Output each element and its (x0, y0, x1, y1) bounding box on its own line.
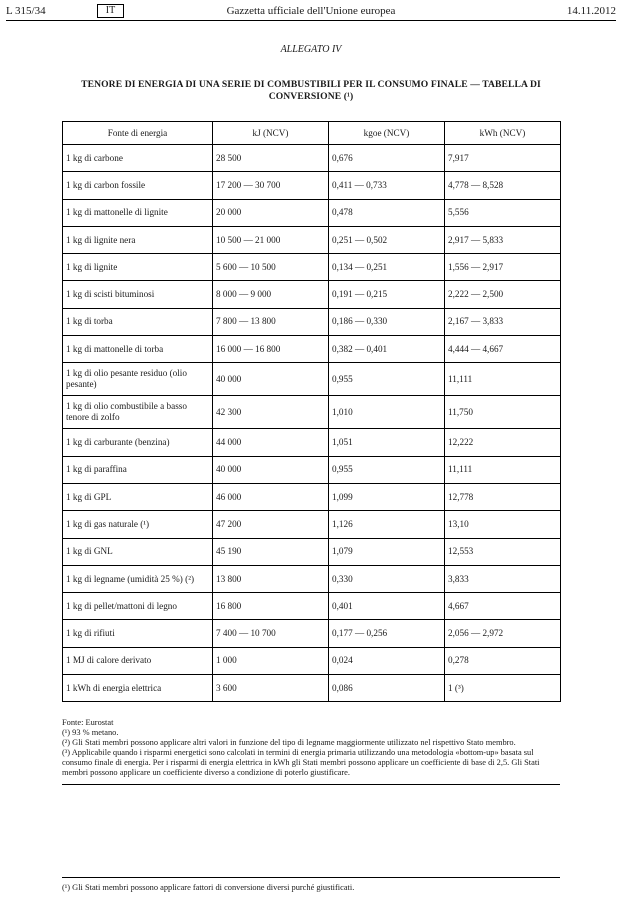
note-1: (¹) 93 % metano. (62, 728, 119, 737)
column-header: Fonte di energia (63, 122, 213, 145)
table-cell: 0,478 (329, 199, 445, 226)
table-cell: 0,955 (329, 456, 445, 483)
table-cell: 44 000 (213, 429, 329, 456)
table-cell: 0,086 (329, 675, 445, 702)
table-cell: 47 200 (213, 511, 329, 538)
table-cell: 3 600 (213, 675, 329, 702)
table-cell: 2,222 — 2,500 (445, 281, 561, 308)
column-header: kWh (NCV) (445, 122, 561, 145)
table-cell: 0,382 — 0,401 (329, 336, 445, 363)
note-2: (²) Gli Stati membri possono applicare altri valori in funzione del tipo di legname maggiormente utilizzato nel rispettivo Stato membro. (62, 738, 516, 747)
table-cell: 7 800 — 13 800 (213, 308, 329, 335)
table-cell: 1 kg di lignite nera (63, 226, 213, 253)
table-cell: 1 kg di olio pesante residuo (olio pesante) (63, 363, 213, 396)
table-cell: 0,401 (329, 593, 445, 620)
table-cell: 1 kg di legname (umidità 25 %) (²) (63, 565, 213, 592)
table-cell: 7,917 (445, 145, 561, 172)
table-cell: 16 000 — 16 800 (213, 336, 329, 363)
table-cell: 0,676 (329, 145, 445, 172)
table-cell: 16 800 (213, 593, 329, 620)
table-cell: 3,833 (445, 565, 561, 592)
table-row (63, 363, 561, 396)
table-cell: 45 190 (213, 538, 329, 565)
table-cell: 1,079 (329, 538, 445, 565)
table-cell: 28 500 (213, 145, 329, 172)
table-cell: 1,099 (329, 483, 445, 510)
notes-divider (62, 778, 560, 785)
table-cell: 40 000 (213, 363, 329, 396)
table-cell: 11,111 (445, 456, 561, 483)
page-footnote: (¹) Gli Stati membri possono applicare fattori di conversione diversi purché giustificati. (62, 877, 560, 893)
table-cell: 0,251 — 0,502 (329, 226, 445, 253)
table-cell: 1 kg di carbon fossile (63, 172, 213, 199)
table-row (63, 199, 561, 226)
table-cell: 1 kg di pellet/mattoni di legno (63, 593, 213, 620)
table-cell: 0,177 — 0,256 (329, 620, 445, 647)
column-header: kJ (NCV) (213, 122, 329, 145)
column-header: kgoe (NCV) (329, 122, 445, 145)
table-cell: 17 200 — 30 700 (213, 172, 329, 199)
table-cell: 10 500 — 21 000 (213, 226, 329, 253)
table-cell: 1 kg di GPL (63, 483, 213, 510)
table-cell: 20 000 (213, 199, 329, 226)
table-cell: 4,778 — 8,528 (445, 172, 561, 199)
table-cell: 0,186 — 0,330 (329, 308, 445, 335)
table-cell: 13,10 (445, 511, 561, 538)
table-cell: 0,134 — 0,251 (329, 254, 445, 281)
table-cell: 12,553 (445, 538, 561, 565)
note-3: (³) Applicabile quando i risparmi energetici sono calcolati in termini di energia primaria utilizzando una metodologia «bottom-up» basata sul consumo finale di energia. Per i risparmi di energia elettrica in kWh gli Stati membri possono applicare un coefficiente di base di 2,5. Gli Stati membri possono applicare un coefficiente diverso a condizione di poterlo giustificare. (62, 748, 540, 777)
table-cell: 42 300 (213, 396, 329, 429)
table-cell: 13 800 (213, 565, 329, 592)
table-row (63, 675, 561, 702)
table-cell: 1 kg di scisti bituminosi (63, 281, 213, 308)
table-cell: 11,750 (445, 396, 561, 429)
table-cell: 0,955 (329, 363, 445, 396)
table-row (63, 429, 561, 456)
publication-date: 14.11.2012 (566, 5, 616, 17)
annex-label: ALLEGATO IV (280, 44, 342, 55)
table-cell: 12,778 (445, 483, 561, 510)
table-header-row (63, 122, 561, 145)
table-row (63, 336, 561, 363)
table-cell: 5,556 (445, 199, 561, 226)
table-cell: 1 (³) (445, 675, 561, 702)
table-row (63, 226, 561, 253)
journal-title: Gazzetta ufficiale dell'Unione europea (226, 5, 396, 17)
table-row (63, 254, 561, 281)
table-cell: 1 kg di mattonelle di lignite (63, 199, 213, 226)
document-title: TENORE DI ENERGIA DI UNA SERIE DI COMBUSTIBILI PER IL CONSUMO FINALE — TABELLA DI CONVERSIONE (¹) (81, 79, 541, 102)
table-cell: 1 000 (213, 647, 329, 674)
table-cell: 1,051 (329, 429, 445, 456)
table-cell: 4,667 (445, 593, 561, 620)
table-cell: 1,010 (329, 396, 445, 429)
table-row (63, 620, 561, 647)
table-cell: 1 MJ di calore derivato (63, 647, 213, 674)
table-cell: 1,556 — 2,917 (445, 254, 561, 281)
source-note: Fonte: Eurostat (62, 718, 114, 727)
table-cell: 0,024 (329, 647, 445, 674)
table-cell: 40 000 (213, 456, 329, 483)
table-row (63, 308, 561, 335)
table-cell: 1 kg di mattonelle di torba (63, 336, 213, 363)
table-cell: 1 kg di GNL (63, 538, 213, 565)
table-cell: 7 400 — 10 700 (213, 620, 329, 647)
table-cell: 1,126 (329, 511, 445, 538)
table-row (63, 281, 561, 308)
table-cell: 1 kg di lignite (63, 254, 213, 281)
page-header (6, 4, 616, 21)
table-cell: 0,330 (329, 565, 445, 592)
table-cell: 0,278 (445, 647, 561, 674)
table-row (63, 172, 561, 199)
table-cell: 0,191 — 0,215 (329, 281, 445, 308)
table-cell: 5 600 — 10 500 (213, 254, 329, 281)
language-badge: IT (97, 4, 124, 18)
table-cell: 1 kg di rifiuti (63, 620, 213, 647)
table-row (63, 511, 561, 538)
conversion-table (62, 121, 561, 702)
table-row (63, 456, 561, 483)
table-cell: 2,056 — 2,972 (445, 620, 561, 647)
table-cell: 1 kWh di energia elettrica (63, 675, 213, 702)
table-cell: 12,222 (445, 429, 561, 456)
table-row (63, 593, 561, 620)
table-cell: 1 kg di carburante (benzina) (63, 429, 213, 456)
table-notes (62, 718, 560, 785)
table-cell: 8 000 — 9 000 (213, 281, 329, 308)
table-row (63, 565, 561, 592)
table-row (63, 483, 561, 510)
table-cell: 1 kg di olio combustibile a basso tenore di zolfo (63, 396, 213, 429)
table-cell: 1 kg di carbone (63, 145, 213, 172)
table-row (63, 538, 561, 565)
table-cell: 0,411 — 0,733 (329, 172, 445, 199)
table-cell: 1 kg di gas naturale (¹) (63, 511, 213, 538)
table-cell: 11,111 (445, 363, 561, 396)
table-row (63, 145, 561, 172)
table-cell: 1 kg di torba (63, 308, 213, 335)
table-cell: 46 000 (213, 483, 329, 510)
table-cell: 2,917 — 5,833 (445, 226, 561, 253)
page-number: L 315/34 (6, 5, 46, 17)
table-row (63, 647, 561, 674)
table-cell: 1 kg di paraffina (63, 456, 213, 483)
table-cell: 2,167 — 3,833 (445, 308, 561, 335)
table-cell: 4,444 — 4,667 (445, 336, 561, 363)
table-row (63, 396, 561, 429)
